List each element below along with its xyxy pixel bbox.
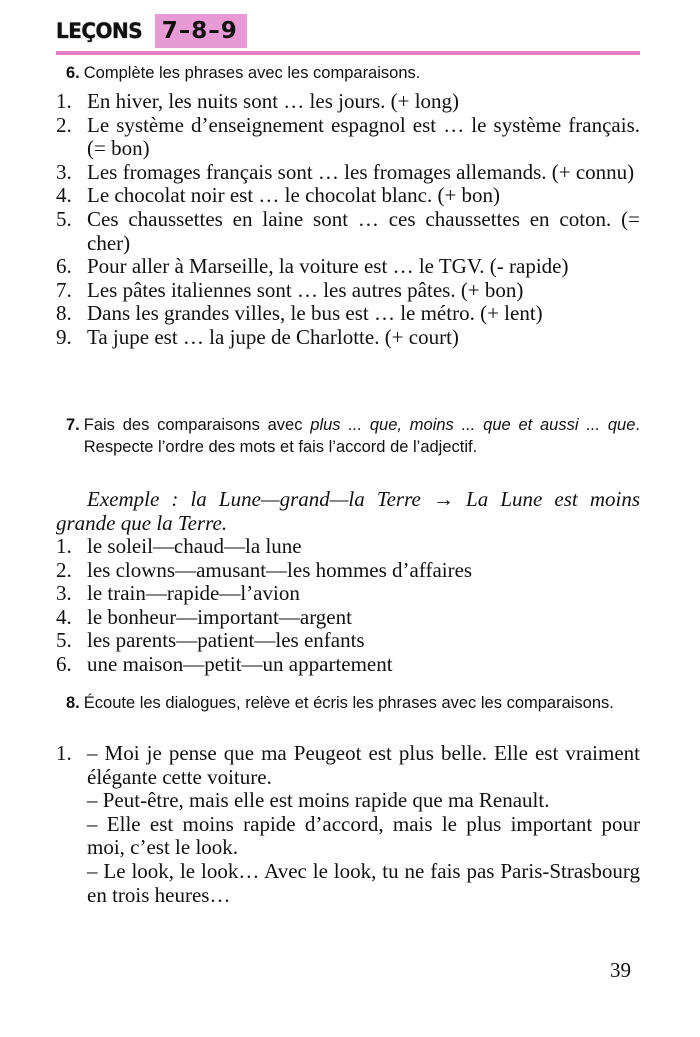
list-item: 7. Les pâtes italiennes sont … les autres pâtes. (+ bon) [56,277,524,302]
header-rule [56,51,640,55]
list-item: 6. Pour aller à Marseille, la voiture est … le TGV. (- rapide) [56,254,569,279]
dialog-line: – Elle est moins rapide d’accord, mais le plus important pour moi, c’est le look. [87,811,640,860]
list-item: 1. le soleil—chaud—la lune [56,534,302,558]
ex8-number: 8. [66,694,80,712]
list-item: 5. les parents—patient—les enfants [56,628,365,653]
lesson-header [56,14,247,48]
ex7-example: Exemple : la Lune—grand—la Terre → La Lune est moins grande que la Terre. [56,487,641,535]
ex7-instruction: 7. Fais des comparaisons avec plus ... que, moins ... que et aussi ... que. Respecte l’ordre des mots et fais l’accord de l’adjectif. [66,416,640,456]
list-item: 8. Dans les grandes villes, le bus est … le métro. (+ lent) [56,301,543,326]
list-item: 4. le bonheur—important—argent [56,604,352,629]
dialog-number: 1. [56,741,72,765]
list-item: 1. En hiver, les nuits sont … les jours. (+ long) [56,89,460,113]
list-item: 3. Les fromages français sont … les fromages allemands. (+ connu) [56,159,635,184]
list-item: 4. Le chocolat noir est … le chocolat blanc. (+ bon) [56,183,501,208]
ex7-number: 7. [66,416,80,434]
list-item: 5. Ces chaussettes en laine sont … ces chaussettes en coton. (= cher) [56,206,640,255]
ex8-dialog [56,742,640,907]
ex6-instruction [66,62,640,84]
ex8-instruction-text: Écoute les dialogues, relève et écris les phrases avec les comparaisons. [83,694,614,712]
arrow-icon: → [432,487,454,511]
dialog-line: – Moi je pense que ma Peugeot est plus belle. Elle est vraiment élégante cette voiture. [87,741,640,789]
list-item: 6. une maison—petit—un appartement [56,651,393,676]
list-item: 2. les clowns—amusant—les hommes d’affaires [56,557,473,582]
page-number: 39 [610,958,631,982]
dialog-line: – Peut-être, mais elle est moins rapide que ma Renault. [87,788,550,813]
list-item: 3. le train—rapide—l’avion [56,581,300,606]
ex6-list [56,90,640,350]
list-item: 2. Le système d’enseignement espagnol est … le système français. (= bon) [56,112,640,161]
ex7-instruction-italic: plus ... que, moins ... que et aussi ... que [310,416,636,434]
lessons-range-badge: 7–8–9 [155,14,247,48]
list-item: 9. Ta jupe est … la jupe de Charlotte. (+ court) [56,324,459,349]
dialog-line: – Le look, le look… Avec le look, tu ne fais pas Paris-Strasbourg en trois heures… [87,858,640,907]
ex6-number: 6. [66,64,80,82]
ex6-instruction-text: Complète les phrases avec les comparaisons. [83,64,421,82]
ex7-list [56,535,640,677]
lecons-word: LEÇONS [56,19,143,43]
ex8-instruction [66,692,640,714]
